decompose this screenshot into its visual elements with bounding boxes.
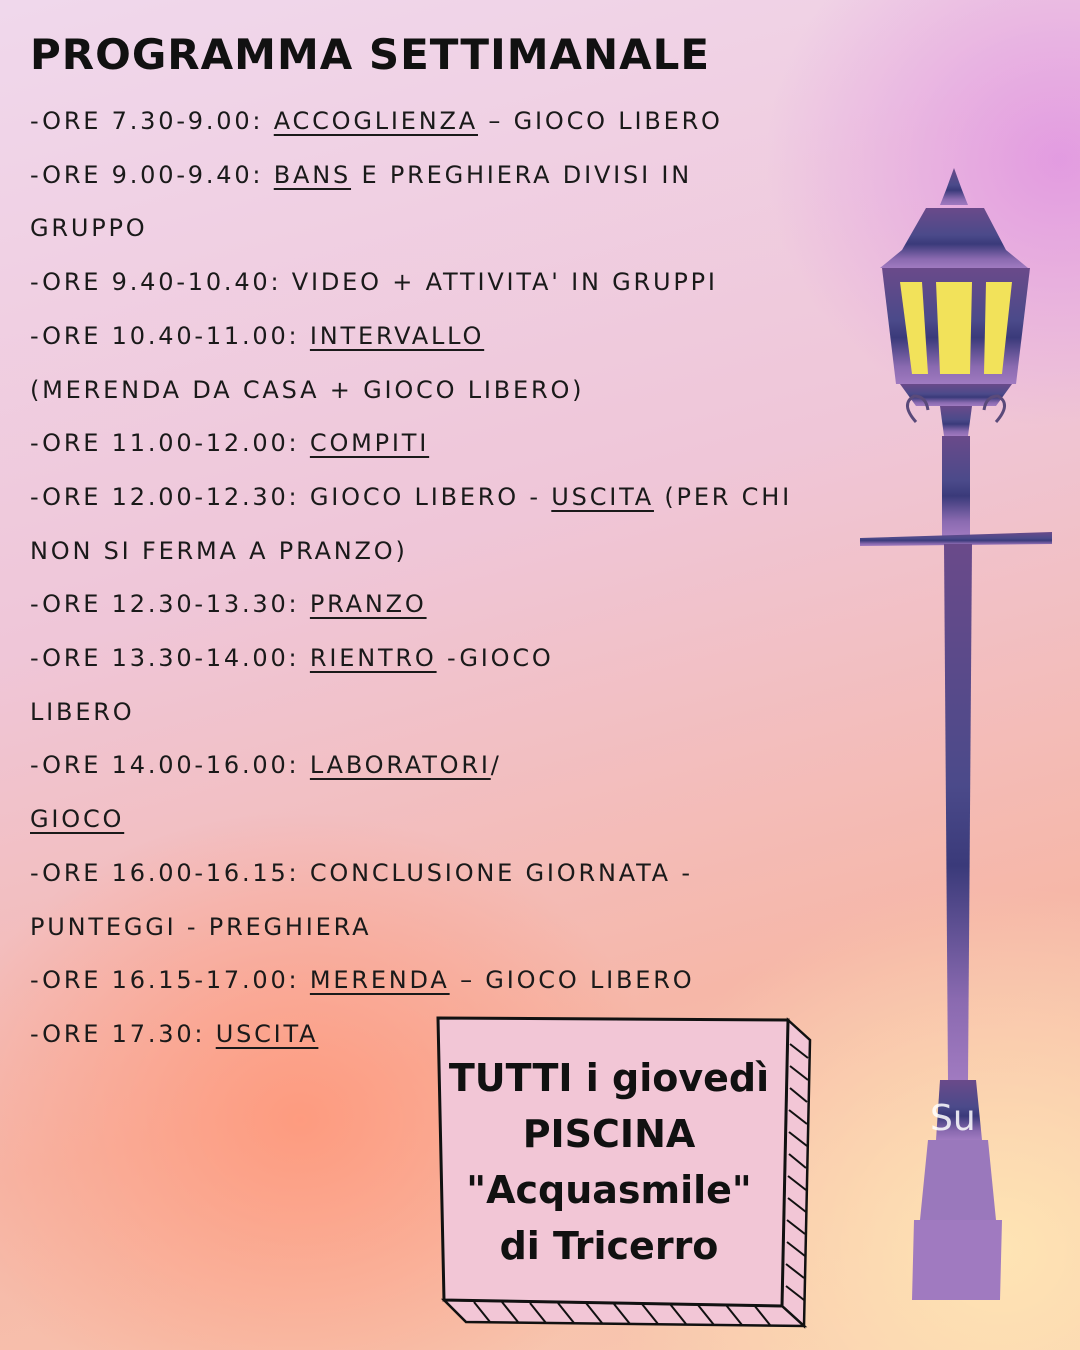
schedule-keyword: USCITA (215, 1019, 319, 1048)
schedule-keyword: ACCOGLIENZA (273, 107, 478, 135)
schedule-line (30, 632, 810, 686)
schedule-keyword: BANS (273, 160, 352, 189)
schedule-text: GRUPPO (30, 214, 148, 243)
schedule-line (30, 525, 810, 579)
schedule-text: -ORE 12.00-12.30: GIOCO LIBERO - (30, 482, 552, 511)
schedule-keyword: MERENDA (309, 966, 450, 995)
schedule-line (30, 256, 810, 310)
schedule-line (30, 417, 810, 471)
schedule-line (30, 310, 810, 364)
page-title: PROGRAMMA SETTIMANALE (30, 30, 711, 79)
schedule-text: -ORE 16.15-17.00: (30, 966, 310, 995)
schedule-text: -ORE 9.40-10.40: VIDEO + ATTIVITA' IN GRUPPI (30, 268, 718, 297)
schedule-text: – GIOCO LIBERO (477, 107, 723, 135)
schedule-text: PUNTEGGI - PREGHIERA (30, 912, 372, 941)
callout-line-1: TUTTI i giovedì (448, 1056, 770, 1100)
schedule-line (30, 847, 810, 901)
schedule-text: -GIOCO (436, 644, 554, 673)
schedule-text: -ORE 7.30-9.00: (30, 107, 274, 135)
schedule-list (30, 95, 810, 1062)
schedule-text: -ORE 16.00-16.15: CONCLUSIONE GIORNATA - (30, 858, 693, 887)
schedule-line (30, 95, 810, 149)
schedule-keyword: COMPITI (309, 429, 430, 458)
schedule-line (30, 202, 810, 256)
schedule-text: -ORE 12.30-13.30: (30, 590, 310, 619)
callout-line-4: di Tricerro (499, 1224, 719, 1268)
schedule-keyword: INTERVALLO (309, 321, 485, 350)
schedule-text: NON SI FERMA A PRANZO) (30, 536, 408, 565)
schedule-text: / (490, 751, 502, 780)
schedule-line (30, 739, 810, 793)
schedule-keyword: RIENTRO (309, 644, 437, 673)
schedule-line (30, 686, 810, 740)
schedule-keyword: LABORATORI (309, 751, 491, 780)
schedule-keyword: GIOCO (30, 805, 125, 834)
schedule-text: E PREGHIERA DIVISI IN (351, 160, 693, 189)
schedule-line (30, 364, 810, 418)
schedule-keyword: USCITA (551, 482, 654, 511)
schedule-line (30, 901, 810, 955)
schedule-text: – GIOCO LIBERO (449, 966, 695, 995)
schedule-text: (PER CHI (653, 482, 792, 511)
piscina-callout (434, 1014, 790, 1304)
schedule-text: -ORE 17.30: (30, 1019, 216, 1048)
schedule-text: -ORE 9.00-9.40: (30, 160, 274, 189)
schedule-keyword: PRANZO (309, 590, 427, 619)
schedule-line (30, 578, 810, 632)
schedule-line (30, 793, 810, 847)
schedule-text: (MERENDA DA CASA + GIOCO LIBERO) (30, 375, 585, 404)
lamp-watermark-label: Su (930, 1098, 976, 1139)
schedule-line (30, 149, 810, 203)
schedule-line (30, 471, 810, 525)
schedule-text: -ORE 13.30-14.00: (30, 644, 310, 673)
callout-line-3: "Acquasmile" (466, 1168, 752, 1212)
callout-line-2: PISCINA (522, 1112, 696, 1156)
schedule-text: LIBERO (30, 697, 135, 726)
schedule-text: -ORE 10.40-11.00: (30, 321, 310, 350)
schedule-text: -ORE 11.00-12.00: (30, 429, 310, 458)
schedule-line (30, 954, 810, 1008)
schedule-text: -ORE 14.00-16.00: (30, 751, 310, 780)
